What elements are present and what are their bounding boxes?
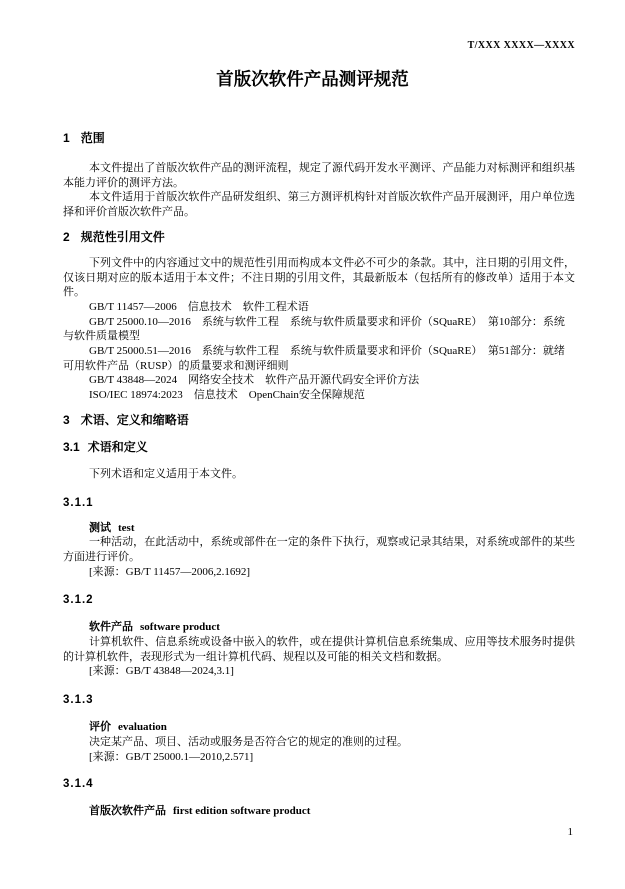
section-1-number: 1	[63, 131, 70, 145]
term-3-name	[63, 720, 575, 735]
scope-paragraph-1: 本文件提出了首版次软件产品的测评流程，规定了源代码开发水平测评、产品能力对标测评和组织基本能力评价的测评方法。	[63, 162, 575, 189]
term-4-number: 3.1.4	[63, 778, 94, 791]
term-1-name-en: test	[118, 521, 135, 534]
document-body	[63, 131, 575, 819]
terms-intro: 下列术语和定义适用于本文件。	[89, 467, 243, 480]
document-title: 首版次软件产品测评规范	[216, 69, 409, 89]
reference-item: GB/T 11457—2006 信息技术 软件工程术语	[89, 300, 309, 313]
section-2-title: 规范性引用文件	[80, 229, 165, 244]
term-1-number: 3.1.1	[63, 496, 94, 509]
term-3-number: 3.1.3	[63, 694, 94, 707]
section-2-number: 2	[63, 229, 70, 244]
reference-item: GB/T 25000.10—2016 系统与软件工程 系统与软件质量要求和评价（SQuaRE） 第10部分：系统与软件质量模型	[63, 315, 565, 343]
scope-paragraph-2: 本文件适用于首版次软件产品研发组织、第三方测评机构针对首版次软件产品开展测评，用户单位选择和评价首版次软件产品。	[63, 191, 575, 219]
reference-item: ISO/IEC 18974:2023 信息技术 OpenChain安全保障规范	[89, 389, 365, 402]
term-1-name-zh: 测试	[89, 521, 111, 534]
term-1-name	[63, 521, 575, 536]
term-4-name-zh: 首版次软件产品	[89, 805, 166, 818]
normative-refs-intro: 下列文件中的内容通过文中的规范性引用而构成本文件必不可少的条款。其中，注日期的引用文件，仅该日期对应的版本适用于本文件；不注日期的引用文件，其最新版本（包括所有的修改单）适用于本文件。	[63, 256, 575, 299]
term-1-definition: 一种活动，在此活动中，系统或部件在一定的条件下执行，观察或记录其结果，对系统或部件的某些方面进行评价。	[63, 536, 575, 563]
term-2-name-en: software product	[140, 621, 220, 634]
term-4-name	[63, 804, 575, 819]
section-3-1-heading	[63, 440, 575, 454]
section-3-1-number: 3.1	[63, 439, 80, 454]
term-2-definition: 计算机软件、信息系统或设备中嵌入的软件，或在提供计算机信息系统集成、应用等技术服务时提供的计算机软件，表现形式为一组计算机代码、规程以及可能的相关文档和数据。	[63, 636, 575, 663]
reference-item: GB/T 43848—2024 网络安全技术 软件产品开源代码安全评价方法	[89, 374, 420, 387]
section-3-number: 3	[63, 412, 70, 427]
term-3-name-en: evaluation	[118, 721, 167, 734]
section-3-heading	[63, 413, 575, 427]
term-2-name	[63, 620, 575, 635]
section-3-title: 术语、定义和缩略语	[80, 412, 189, 427]
term-4-name-en: first edition software product	[173, 805, 311, 818]
term-2-number: 3.1.2	[63, 594, 94, 607]
standard-reference-code: T/XXX XXXX—XXXX	[467, 40, 575, 51]
page-number: 1	[567, 826, 573, 838]
section-2-heading	[63, 230, 575, 244]
section-3-1-title: 术语和定义	[87, 439, 148, 454]
term-3-name-zh: 评价	[89, 721, 111, 734]
term-1-source: [来源：GB/T 11457—2006,2.1692]	[89, 565, 251, 578]
term-2-source: [来源：GB/T 43848—2024,3.1]	[89, 665, 234, 678]
term-3-definition: 决定某产品、项目、活动或服务是否符合它的规定的准则的过程。	[89, 735, 408, 748]
term-2-name-zh: 软件产品	[89, 621, 133, 634]
section-1-title: 范围	[80, 131, 105, 145]
reference-item: GB/T 25000.51—2016 系统与软件工程 系统与软件质量要求和评价（SQuaRE） 第51部分：就绪可用软件产品（RUSP）的质量要求和测评细则	[63, 345, 565, 372]
term-3-source: [来源：GB/T 25000.1—2010,2.571]	[89, 750, 254, 763]
section-1-heading	[63, 131, 575, 145]
